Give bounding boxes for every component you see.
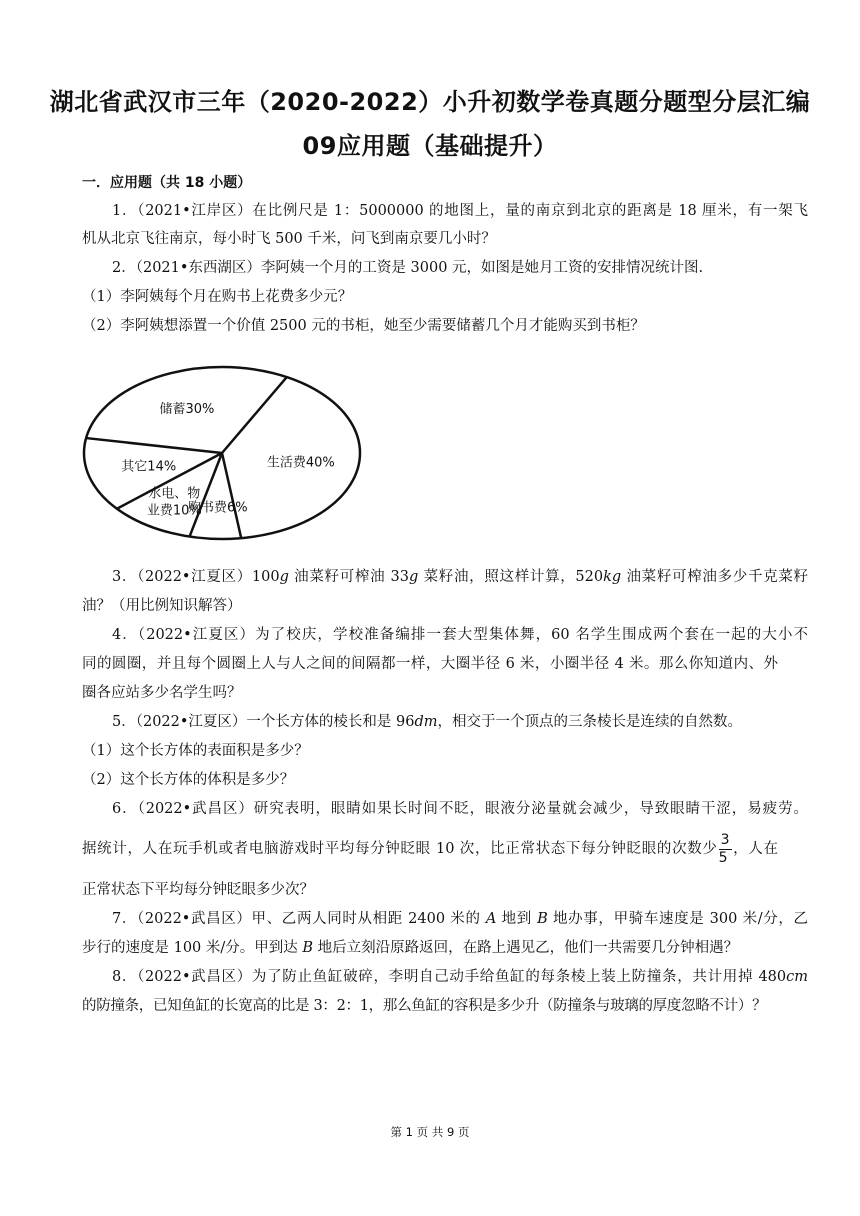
question-2-sub1: （1）李阿姨每个月在购书上花费多少元？ xyxy=(82,289,353,305)
question-6-line2: 据统计，人在玩手机或者电脑游戏时平均每分钟眨眼 10 次，比正常状态下每分钟眨眼的次数少 $\frac{3}{5}$ ，人在 xyxy=(82,831,778,866)
question-4-line2: 同的圆圈，并且每个圆圈上人与人之间的间隔都一样，大圈半径 6 米，小圈半径 4 米。那么你知道内、外 xyxy=(82,656,778,672)
question-8-line2: 的防撞条，已知鱼缸的长宽高的比是 3：2：1，那么鱼缸的容积是多少升（防撞条与玻璃的厚度忽略不计）？ xyxy=(82,998,767,1014)
question-5-sub1: （1）这个长方体的表面积是多少？ xyxy=(82,743,309,759)
fraction-three-fifths: $\frac{3}{5}$ xyxy=(718,831,730,866)
question-8-line1: 8．（2022•武昌区）为了防止鱼缸破碎，李明自己动手给鱼缸的每条棱上装上防撞条，共计用掉 480cm xyxy=(112,969,808,985)
pie-slice-boundary xyxy=(222,453,241,538)
question-6-line3: 正常状态下平均每分钟眨眼多少次？ xyxy=(82,882,314,898)
salary-pie-chart xyxy=(82,365,372,553)
question-6-line1: 6．（2022•武昌区）研究表明，眼睛如果长时间不眨，眼液分泌量就会减少，导致眼睛干涩，易疲劳。 xyxy=(112,801,808,817)
section-heading: 一．应用题（共 18 小题） xyxy=(82,175,252,191)
question-4-line1: 4．（2022•江夏区）为了校庆，学校准备编排一套大型集体舞，60 名学生围成两个套在一起的大小不 xyxy=(112,627,808,643)
pie-slice-label: 水电、物业费10% xyxy=(146,486,202,519)
pie-slice-label: 生活费40% xyxy=(266,455,335,471)
page-footer: 第 1 页 共 9 页 xyxy=(390,1125,470,1139)
question-5-line1: 5．（2022•江夏区）一个长方体的棱长和是 96dm，相交于一个顶点的三条棱长是连续的自然数。 xyxy=(112,714,743,730)
question-1-line2: 机从北京飞往南京，每小时飞 500 千米，问飞到南京要几小时？ xyxy=(82,231,496,247)
document-title-line2: 09应用题（基础提升） xyxy=(302,132,558,160)
question-1-line1: 1．（2021•江岸区）在比例尺是 1：5000000 的地图上，量的南京到北京的距离是 18 厘米，有一架飞 xyxy=(112,203,808,219)
pie-slice-label: 购书费6% xyxy=(188,500,248,516)
pie-slice-boundary xyxy=(86,438,222,453)
question-3-line2: 油？（用比例知识解答） xyxy=(82,598,242,614)
question-2-sub2: （2）李阿姨想添置一个价值 2500 元的书柜，她至少需要储蓄几个月才能购买到书柜？ xyxy=(82,318,645,334)
pie-slice-label: 储蓄30% xyxy=(159,402,215,418)
pie-slice-boundary xyxy=(222,377,287,453)
pie-slice-label: 其它14% xyxy=(121,459,177,475)
question-5-sub2: （2）这个长方体的体积是多少？ xyxy=(82,772,295,788)
question-4-line3: 圈各应站多少名学生吗？ xyxy=(82,685,242,701)
question-3-line1: 3．（2022•江夏区）100g 油菜籽可榨油 33g 菜籽油，照这样计算，520kg 油菜籽可榨油多少千克菜籽 xyxy=(112,569,809,585)
question-2-line1: 2．（2021•东西湖区）李阿姨一个月的工资是 3000 元，如图是她月工资的安排情况统计图. xyxy=(112,260,704,276)
document-title-line1: 湖北省武汉市三年（2020-2022）小升初数学卷真题分题型分层汇编 xyxy=(49,88,811,116)
question-7-line1: 7．（2022•武昌区）甲、乙两人同时从相距 2400 米的 A 地到 B 地办事，甲骑车速度是 300 米/分，乙 xyxy=(112,911,809,927)
question-7-line2: 步行的速度是 100 米/分。甲到达 B 地后立刻沿原路返回，在路上遇见乙，他们一共需要几分钟相遇？ xyxy=(82,940,739,956)
